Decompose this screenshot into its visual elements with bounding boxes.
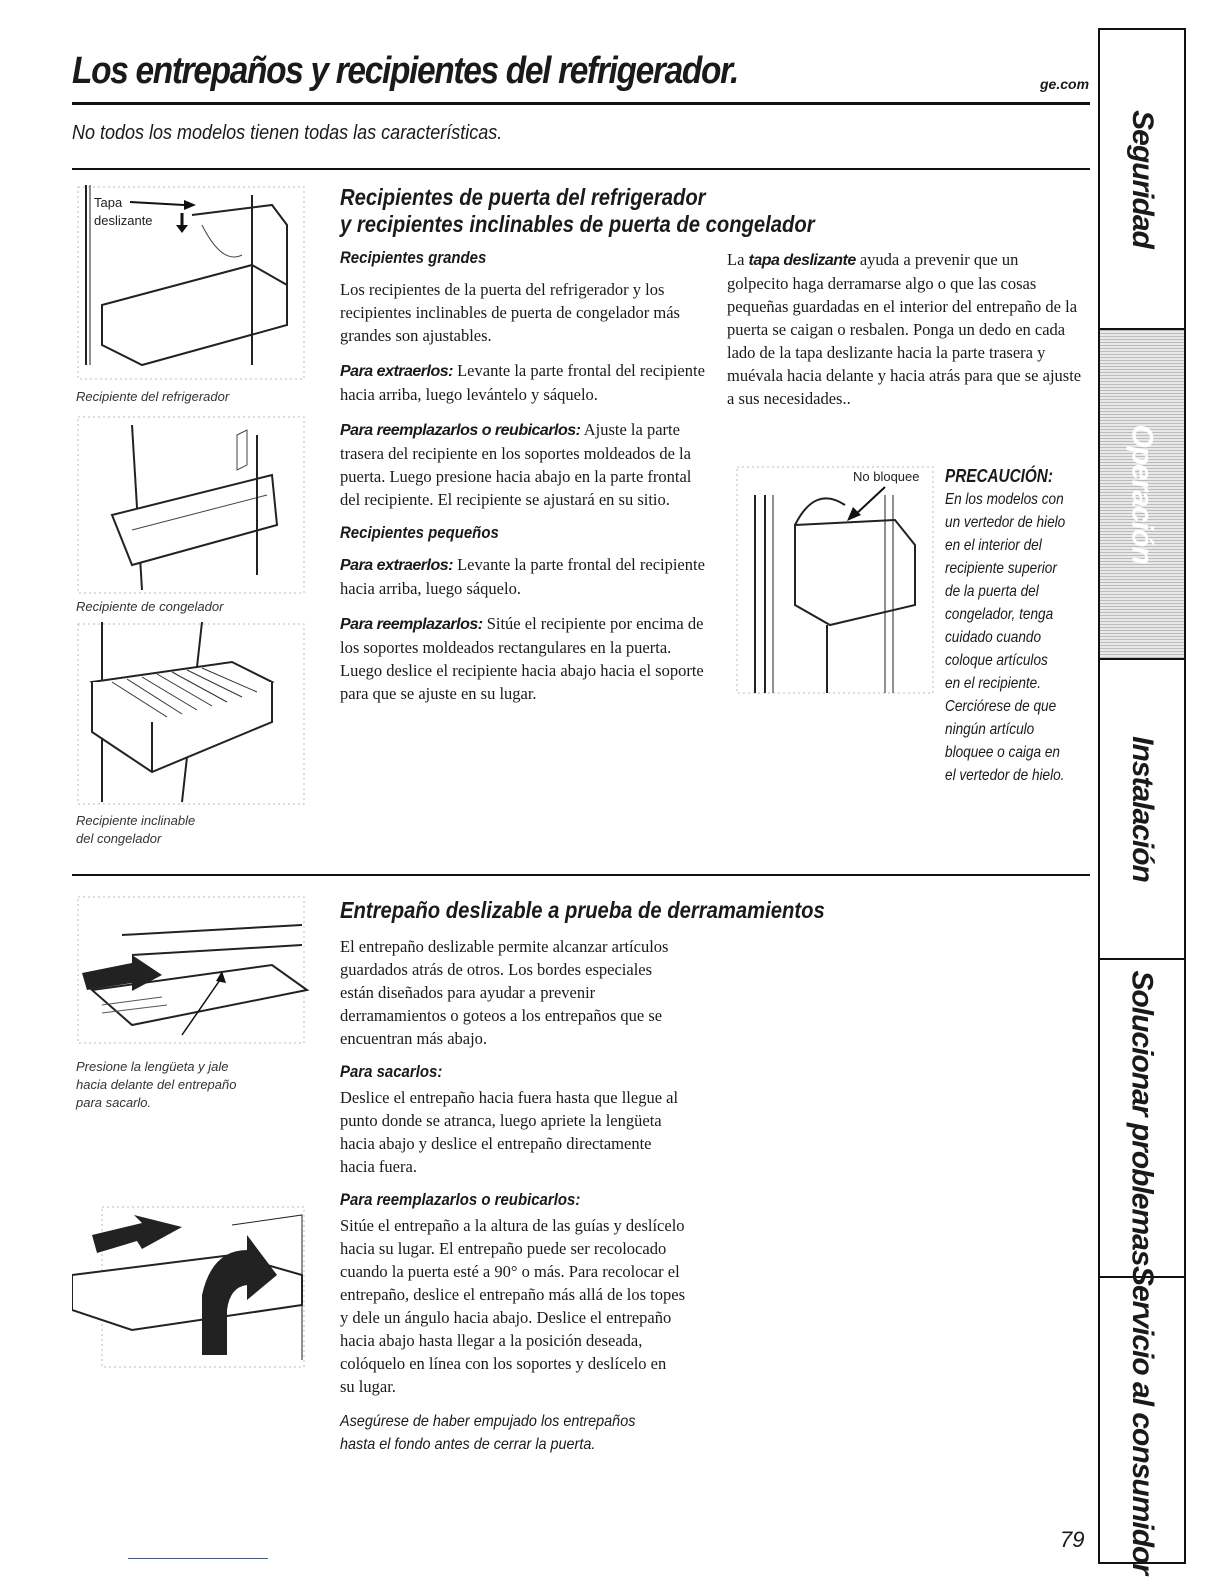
lid-text: ayuda a prevenir que un golpecito haga derramarse algo o que las cosas pequeñas guardadas en el interior del entrepaño de la puerta se caigan o resbalen. Ponga un dedo en cada lado de la tapa deslizante hacia la parte trasera y muévala hacia delante y hacia atrás para que se ajuste a sus necesidades.. <box>727 250 1082 408</box>
section2-column <box>340 935 685 1456</box>
callout-block-label: No bloquee <box>853 469 920 484</box>
section2-replace-text: Sitúe el entrepaño a la altura de las guías y deslícelo hacia su lugar. El entrepaño puede ser recolocado cuando la puerta esté a 90° o más. Para recolocar el entrepaño, deslice el entrepaño más allá de los topes y dele un ángulo hacia abajo. Deslice el entrepaño hacia abajo hasta llegar a la posición deseada, colóquelo en línea con los soportes y deslícelo en su lugar. <box>340 1216 685 1396</box>
caption-tilt-bin-1: Recipiente inclinable <box>76 813 196 828</box>
caption-shelf-2: hacia delante del entrepaño <box>76 1077 237 1092</box>
caution-line: un vertedor de hielo <box>945 514 1066 531</box>
caution-line: en el interior del <box>945 537 1042 554</box>
section2-intro: El entrepaño deslizable permite alcanzar artículos guardados atrás de otros. Los bordes especiales están diseñados para ayudar a prevenir derramamientos o goteos a los entrepaños que se encuentran más abajo. <box>340 937 669 1048</box>
caption-shelf-1: Presione la lengüeta y jale <box>76 1059 229 1074</box>
large-bins-remove-text: Levante la parte frontal del recipiente hacia arriba, luego levántelo y sáquelo. <box>340 361 705 404</box>
caution-line: recipiente superior <box>945 560 1057 577</box>
caution-line: en el recipiente. <box>945 675 1042 692</box>
page-number: 79 <box>1060 1527 1085 1552</box>
tab-servicio-al-consumidor[interactable] <box>1100 1265 1184 1575</box>
page-subtitle: No todos los modelos tienen todas las características. <box>72 122 503 144</box>
lid-prefix: La <box>727 250 749 269</box>
small-bins-remove-label: Para extraerlos: <box>340 557 453 574</box>
tab-solucionar-problemas[interactable] <box>1100 960 1184 1278</box>
caution-line: de la puerta del <box>945 583 1039 600</box>
callout-lid-label-1: Tapa <box>94 195 123 210</box>
large-bins-replace-text: Ajuste la parte trasera del recipiente en los soportes moldeados de la puerta. Luego presione hacia abajo en la parte frontal del recipiente. El recipiente se ajustará en su sitio. <box>340 420 692 509</box>
small-bins-replace <box>340 612 705 705</box>
section1-heading-line2: y recipientes inclinables de puerta de congelador <box>340 211 815 237</box>
caption-fridge-bin: Recipiente del refrigerador <box>76 389 230 404</box>
spillproof-shelf-tilt-illustration <box>72 1205 312 1370</box>
site-url: ge.com <box>1040 76 1090 92</box>
caution-block <box>945 465 1065 787</box>
caution-line: bloquee o caiga en <box>945 744 1060 761</box>
small-bins-remove <box>340 553 705 600</box>
tab-seguridad[interactable] <box>1100 30 1184 330</box>
caution-heading: PRECAUCIÓN: <box>945 466 1053 486</box>
section2-remove-text: Deslice el entrepaño hacia fuera hasta que llegue al punto donde se atranca, luego apriete la lengüeta hacia abajo y deslice el entrepaño directamente hacia fuera. <box>340 1088 679 1176</box>
caution-line: En los modelos con <box>945 491 1064 508</box>
section1-heading-line1: Recipientes de puerta del refrigerador <box>340 184 706 210</box>
caution-line: cuidado cuando <box>945 629 1042 646</box>
spillproof-shelf-pull-illustration <box>72 895 312 1045</box>
caption-tilt-bin-2: del congelador <box>76 831 162 846</box>
large-bins-remove <box>340 359 705 406</box>
caption-freezer-bin: Recipiente de congelador <box>76 599 224 614</box>
large-bins-heading: Recipientes grandes <box>340 248 487 267</box>
section2-replace-heading: Para reemplazarlos o reubicarlos: <box>340 1190 581 1209</box>
tilt-bin-illustration <box>72 622 312 807</box>
lid-paragraph <box>727 248 1082 410</box>
bottom-mark <box>128 1558 268 1559</box>
caution-line: coloque artículos <box>945 652 1048 669</box>
fridge-bin-illustration <box>72 185 312 385</box>
caution-line: ningún artículo <box>945 721 1035 738</box>
tab-label: Seguridad <box>1126 110 1160 248</box>
small-bins-remove-text: Levante la parte frontal del recipiente hacia arriba, luego sáquelo. <box>340 555 705 598</box>
tab-label: Operación <box>1126 424 1159 564</box>
section-rule-1 <box>72 168 1090 170</box>
tab-label: Instalación <box>1126 736 1159 882</box>
caption-shelf-3: para sacarlo. <box>76 1095 152 1110</box>
large-bins-replace <box>340 418 705 511</box>
title-rule <box>72 102 1090 105</box>
page-title: Los entrepaños y recipientes del refrigerador. <box>72 50 738 92</box>
large-bins-replace-label: Para reemplazarlos o reubicarlos: <box>340 422 581 439</box>
section2-note-line1: Asegúrese de haber empujado los entrepaños <box>340 1413 636 1430</box>
caution-line: el vertedor de hielo. <box>945 767 1065 784</box>
large-bins-remove-label: Para extraerlos: <box>340 363 453 380</box>
caution-line: congelador, tenga <box>945 606 1054 623</box>
section-rule-2 <box>72 874 1090 876</box>
tab-operacion[interactable] <box>1100 330 1184 660</box>
ice-dispenser-illustration <box>735 465 935 695</box>
section2-note-line2: hasta el fondo antes de cerrar la puerta. <box>340 1436 596 1453</box>
side-tab-bar <box>1098 28 1186 1575</box>
small-bins-replace-text: Sitúe el recipiente por encima de los soportes moldeados rectangulares en la puerta. Luego deslice el recipiente hacia abajo hacia el soporte para que se ajuste en su lugar. <box>340 614 704 703</box>
small-bins-heading: Recipientes pequeños <box>340 523 499 542</box>
freezer-bin-illustration <box>72 415 312 595</box>
section1-left-column <box>340 248 705 717</box>
tab-instalacion[interactable] <box>1100 660 1184 960</box>
tab-label: Servicio al consumidor <box>1126 1265 1160 1575</box>
tab-label: Solucionar problemas <box>1126 970 1160 1266</box>
callout-lid-label-2: deslizante <box>94 213 153 228</box>
large-bins-intro: Los recipientes de la puerta del refrigerador y los recipientes inclinables de puerta de congelador más grandes son ajustables. <box>340 280 680 345</box>
lid-label: tapa deslizante <box>748 252 856 269</box>
section2-heading: Entrepaño deslizable a prueba de derramamientos <box>340 897 825 923</box>
small-bins-replace-label: Para reemplazarlos: <box>340 616 483 633</box>
caution-line: Cerciórese de que <box>945 698 1057 715</box>
section2-remove-heading: Para sacarlos: <box>340 1062 443 1081</box>
